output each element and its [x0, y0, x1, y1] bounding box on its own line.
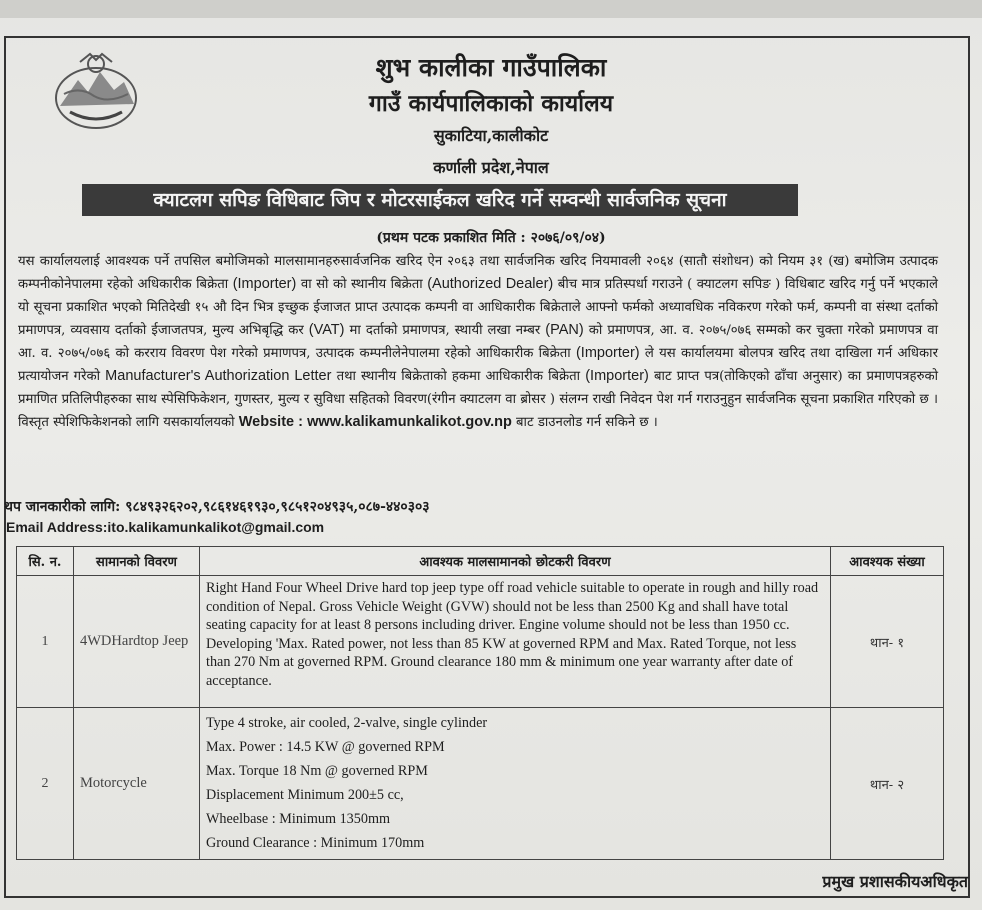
dealer-term: (Authorized Dealer)	[427, 276, 554, 292]
body-text: वा सो को स्थानीय बिक्रेता	[300, 277, 423, 292]
spec-line: Displacement Minimum 200±5 cc,	[206, 787, 404, 803]
spec-line: Type 4 stroke, air cooled, 2-valve, single cylinder	[206, 715, 488, 731]
body-text: बाट प्राप्त पत्र(तोकिएको ढाँचा अनुसार) का प्रमाणपत्रहरुको प्रमाणित प्रतिलिपीहरुका साथ स्पेसिफिकेशन, गुणस्तर, मुल्य र सुविधा सहितको विवरण(रंगीन क्याटलग वा ब्रोसर ) संलग्न राखी निवेदन पेश गर्न गराउनुहुन सार्वजनिक सूचना प्रकाशित गरिएको छ । विस्तृत स्पेशिफिकेशनको लागि यसकार्यालयको	[18, 369, 938, 430]
notice-title: क्याटलग सपिङ विधिबाट जिप र मोटरसाईकल खरिद गर्ने सम्वन्धी सार्वजनिक सूचना	[82, 184, 798, 216]
body-text: बीच मात्र प्रतिस्पर्धा गराउने ( क्याटलग सपिङ ) विधिबाट खरिद गर्नु पर्ने भएकाले यो सूचना प्रकाशित भएको मितिदेखी १५ औ दिन भित्र इच्छुक ईजाजत प्राप्त उत्पादक कम्पनी वा आधिकारीक बिक्रेताले आफ्नो फर्मको अध्यावधिक नविकरण गरेको फर्म, कम्पनी वा संस्था दर्ताको प्रमाणपत्र, व्यवसाय दर्ताको ईजाजतपत्र, मुल्य अभिबृद्धि कर	[18, 277, 938, 338]
spec-line: Max. Power : 14.5 KW @ governed RPM	[206, 739, 445, 755]
importer-term: (Importer)	[232, 276, 297, 292]
header-serial: सि. न.	[17, 547, 74, 576]
table-header-row	[17, 547, 944, 576]
importer-term: (Importer)	[575, 345, 640, 361]
signature-title: प्रमुख प्रशासकीयअधिकृत	[822, 872, 968, 891]
notice-body	[18, 250, 938, 434]
office-location: सुकाटिया,कालीकोट	[433, 126, 549, 145]
contact-phones: थप जानकारीको लागि: ९८४९३२६२०२,९८६१४६१९३०,९८५१२०४९३५,०८७-४४०३०३	[4, 499, 430, 515]
row-spec: Right Hand Four Wheel Drive hard top jeep type off road vehicle suitable to operate in rough and hilly road condition of Nepal. Gross Vehicle Weight (GVW) should not be less than 2500 Kg and shall have total seating capacity for at least 8 persons including driver. Engine volume should not be less than 1950 cc. Developing 'Max. Rated power, not less than 85 KW at governed RPM and Max. Rated Torque, not less than 270 Nm at governed RPM. Ground clearance 180 mm & minimum one year warranty after date of acceptance.	[200, 576, 831, 708]
row-quantity: थान- २	[831, 708, 944, 860]
body-text: यस कार्यालयलाई आवश्यक पर्ने तपसिल बमोजिमको मालसामानहरुसार्वजनिक खरिद ऐन २०६३ तथा सार्वजनिक खरिद नियमावली २०६४ (सातौ संशोधन) को नियम ३१ (ख) बमोजिम उत्पादक कम्पनीकोनेपालमा रहेको अधिकारीक बिक्रेता	[18, 254, 938, 292]
body-text: को प्रमाणपत्र, आ. व. २०७५/०७६ सम्मको कर चुक्ता गरेको प्रमाणपत्र वा आ. व. २०७५/०७६ को करराय विवरण पेश गरेको प्रमाणपत्र, उत्पादक कम्पनीलेनेपालमा रहेको आधिकारीक बिक्रेता	[18, 323, 938, 361]
header-item: सामानको विवरण	[74, 547, 200, 576]
spec-line: Wheelbase : Minimum 1350mm	[206, 811, 391, 827]
row-item: 4WDHardtop Jeep	[74, 576, 200, 708]
body-text: बाट डाउनलोड गर्न सकिने छ ।	[516, 415, 658, 430]
vat-term: (VAT)	[308, 322, 345, 338]
importer-term: (Importer)	[585, 368, 649, 384]
header-quantity: आवश्यक संख्या	[831, 547, 944, 576]
website-label: Website :	[238, 414, 303, 430]
spec-line: Max. Torque 18 Nm @ governed RPM	[206, 763, 428, 779]
office-name: शुभ कालीका गाउँपालिका	[375, 53, 607, 82]
body-text: ले यस कार्यालयमा बोलपत्र खरिद तथा दाखिला गर्न अधिकार प्रत्यायोजन गरेको	[18, 346, 938, 384]
pan-term: (PAN)	[545, 322, 584, 338]
row-spec	[200, 708, 831, 860]
row-quantity: थान- १	[831, 576, 944, 708]
table-row	[17, 708, 944, 860]
authorization-letter-term: Manufacturer's Authorization Letter	[105, 368, 332, 384]
top-border	[0, 0, 982, 18]
row-serial: 1	[17, 576, 74, 708]
office-province: कर्णाली प्रदेश,नेपाल	[433, 158, 549, 177]
website-link[interactable]: www.kalikamunkalikot.gov.np	[307, 414, 512, 430]
body-text: मा दर्ताको प्रमाणपत्र, स्थायी लखा नम्बर	[349, 323, 541, 338]
spec-line: Ground Clearance : Minimum 170mm	[206, 835, 425, 851]
row-item: Motorcycle	[74, 708, 200, 860]
body-text: तथा स्थानीय बिक्रेताको हकमा आधिकारीक बिक्रेता	[336, 369, 581, 384]
header-spec: आवश्यक मालसामानको छोटकरी विवरण	[200, 547, 831, 576]
items-table	[16, 546, 944, 860]
contact-email[interactable]: Email Address:ito.kalikamunkalikot@gmail.com	[6, 519, 325, 535]
table-row	[17, 576, 944, 708]
publish-date: (प्रथम पटक प्रकाशित मिति : २०७६/०९/०४)	[376, 230, 606, 246]
row-serial: 2	[17, 708, 74, 860]
office-subtitle: गाउँ कार्यपालिकाको कार्यालय	[368, 90, 614, 117]
